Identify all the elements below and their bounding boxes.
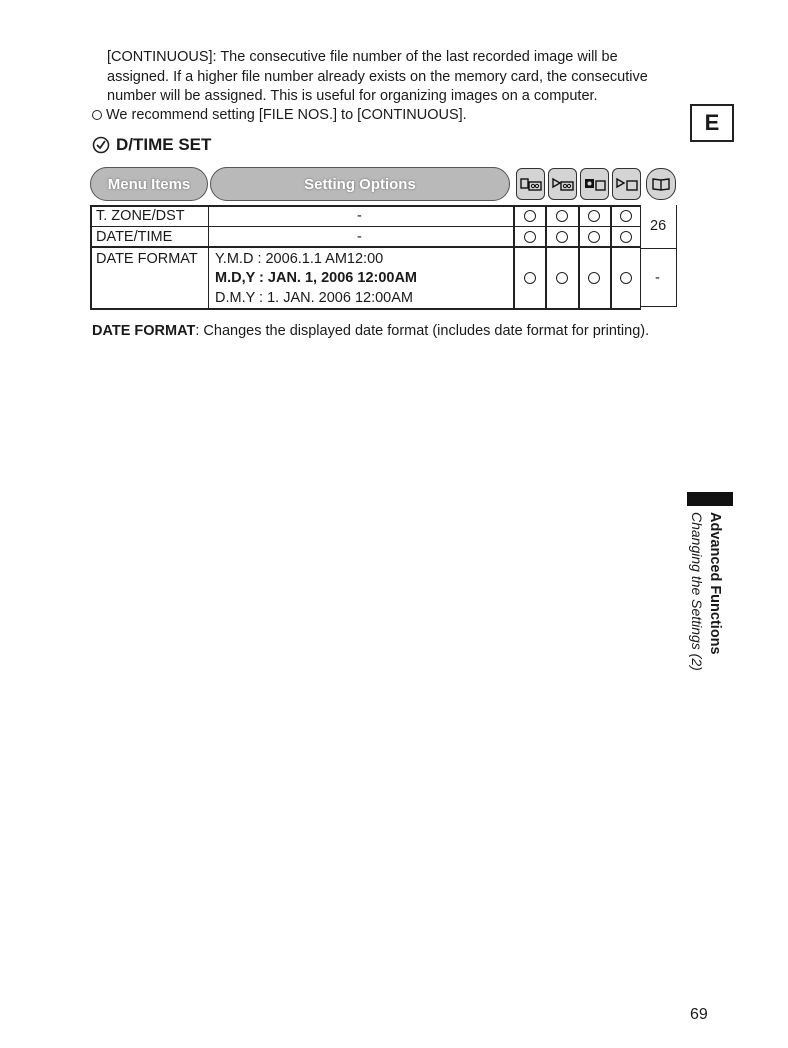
available-mark <box>620 210 632 222</box>
camera-tape-icon <box>516 168 545 200</box>
language-tab <box>690 104 734 142</box>
note-text: : Changes the displayed date format (includes date format for printing). <box>195 323 650 339</box>
row-item-datetime: DATE/TIME <box>96 229 173 245</box>
side-section-label <box>688 512 724 682</box>
recommend-text: We recommend setting [FILE NOS.] to [CONTINUOUS]. <box>106 107 467 123</box>
intro-line-2: assigned. If a higher file number already exists on the memory card, the consecutive <box>107 69 648 85</box>
available-mark <box>524 210 536 222</box>
date-format-note <box>92 321 649 341</box>
available-mark <box>556 272 568 284</box>
menu-items-header-label: Menu Items <box>107 175 191 193</box>
available-mark <box>588 272 600 284</box>
menu-items-header <box>90 167 208 201</box>
row-ref-dateformat: - <box>655 270 660 286</box>
row-item-tzone: T. ZONE/DST <box>96 208 185 224</box>
available-mark <box>556 231 568 243</box>
intro-line-1: [CONTINUOUS]: The consecutive file number of the last recorded image will be <box>107 49 618 65</box>
available-mark <box>524 231 536 243</box>
play-tape-icon <box>548 168 577 200</box>
row-ref-tzone: 26 <box>650 218 667 234</box>
row-option-ymd: Y.M.D : 2006.1.1 AM12:00 <box>215 251 384 267</box>
note-label: DATE FORMAT <box>92 323 196 339</box>
section-heading <box>92 134 211 156</box>
available-mark <box>620 272 632 284</box>
available-mark <box>588 210 600 222</box>
intro-line-3: number will be assigned. This is useful for organizing images on a computer. <box>107 88 598 104</box>
setting-options-header <box>210 167 510 201</box>
book-icon <box>646 168 676 200</box>
available-mark <box>620 231 632 243</box>
row-option-datetime: - <box>357 229 362 245</box>
setting-options-header-label: Setting Options <box>304 175 416 193</box>
play-card-icon <box>612 168 641 200</box>
page-number: 69 <box>690 1006 708 1023</box>
checkmark-circle-icon <box>92 136 110 154</box>
available-mark <box>524 272 536 284</box>
row-item-dateformat: DATE FORMAT <box>96 251 198 267</box>
bullet-circle-icon <box>92 110 102 120</box>
side-title: Advanced Functions <box>707 512 723 655</box>
camera-card-icon <box>580 168 609 200</box>
section-title: D/TIME SET <box>116 135 212 154</box>
available-mark <box>556 210 568 222</box>
row-option-tzone: - <box>357 208 362 224</box>
recommend-line <box>92 105 467 125</box>
side-subtitle: Changing the Settings (2) <box>689 512 705 671</box>
section-marker-bar <box>687 492 733 506</box>
row-option-mdy: M.D,Y : JAN. 1, 2006 12:00AM <box>215 270 418 286</box>
language-tab-label: E <box>704 110 720 135</box>
row-option-dmy: D.M.Y : 1. JAN. 2006 12:00AM <box>215 290 413 306</box>
available-mark <box>588 231 600 243</box>
